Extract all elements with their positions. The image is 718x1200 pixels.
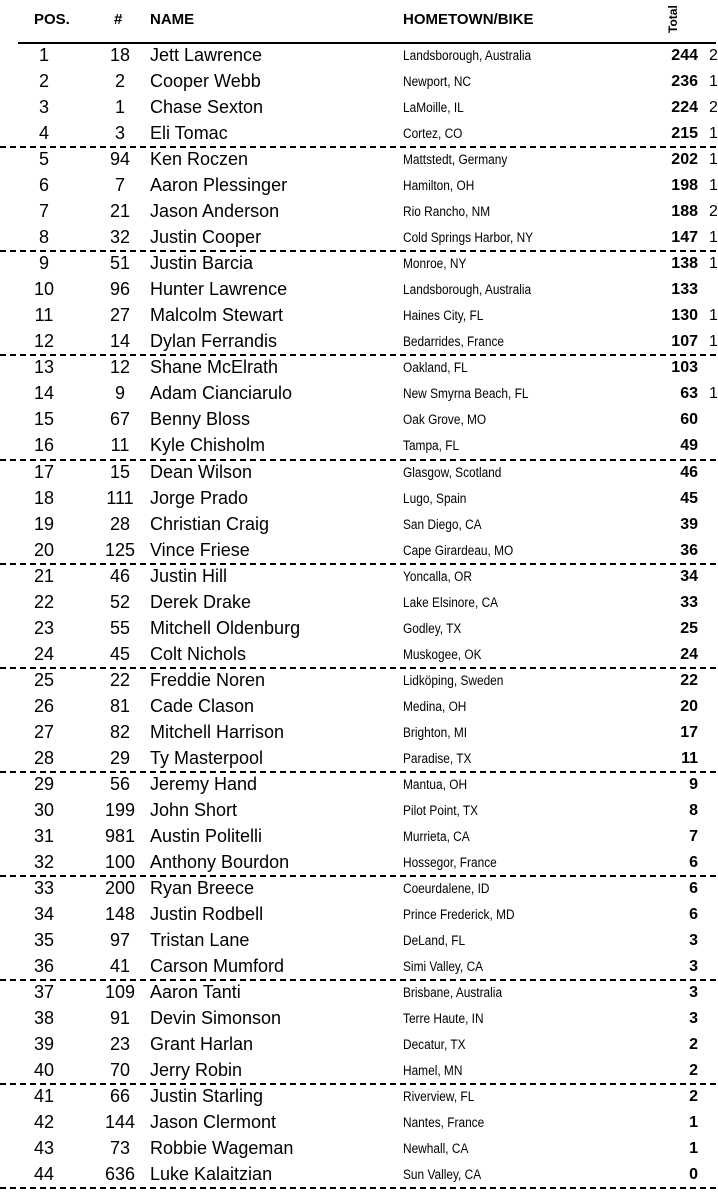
- position-cell: 38: [33, 1008, 55, 1029]
- number-cell: 51: [109, 253, 131, 274]
- total-cell: 3: [689, 958, 698, 976]
- number-cell: 23: [109, 1034, 131, 1055]
- position-cell: 21: [33, 565, 55, 586]
- total-cell: 24: [680, 645, 698, 663]
- table-row: [0, 721, 716, 747]
- number-cell: 91: [109, 1008, 131, 1029]
- name-cell: Ty Masterpool: [150, 747, 264, 768]
- number-cell: 1: [114, 97, 125, 118]
- name-cell: Justin Barcia: [150, 253, 254, 274]
- table-row: [0, 617, 716, 643]
- table-row: [0, 695, 716, 721]
- position-cell: 30: [33, 799, 55, 820]
- number-cell: 7: [114, 175, 125, 196]
- position-cell: 3: [38, 97, 49, 118]
- hometown-cell: Coeurdalene, ID: [403, 881, 490, 896]
- name-cell: Shane McElrath: [150, 357, 279, 378]
- hometown-cell: Newport, NC: [403, 74, 472, 90]
- hometown-cell: Oak Grove, MO: [403, 412, 487, 428]
- name-cell: Malcolm Stewart: [150, 305, 284, 326]
- name-cell: Ryan Breece: [150, 878, 255, 898]
- number-cell: 200: [104, 878, 136, 898]
- total-cell: 33: [680, 593, 698, 611]
- name-cell: Justin Cooper: [150, 227, 262, 248]
- number-cell: 82: [109, 721, 131, 742]
- number-cell: 981: [104, 825, 136, 846]
- number-cell: 148: [104, 904, 136, 925]
- position-cell: 33: [33, 878, 55, 898]
- name-cell: Kyle Chisholm: [150, 435, 266, 456]
- standings-table: [0, 44, 716, 1189]
- total-cell: 45: [680, 489, 698, 507]
- name-cell: Cade Clason: [150, 695, 255, 716]
- hometown-cell: Yoncalla, OR: [403, 568, 472, 584]
- name-cell: Colt Nichols: [150, 643, 247, 664]
- next-column-cell: 2: [709, 99, 718, 117]
- name-cell: Grant Harlan: [150, 1034, 254, 1055]
- hometown-cell: Riverview, FL: [403, 1089, 475, 1105]
- hometown-cell: DeLand, FL: [403, 933, 466, 949]
- total-cell: 46: [680, 463, 698, 481]
- position-cell: 2: [38, 71, 49, 92]
- total-cell: 198: [671, 177, 698, 195]
- total-cell: 188: [671, 203, 698, 221]
- table-row: [0, 539, 716, 565]
- total-cell: 224: [671, 99, 698, 117]
- next-column-cell: 1: [709, 229, 718, 247]
- total-cell: 6: [689, 906, 698, 924]
- number-cell: 12: [109, 357, 131, 378]
- number-cell: 97: [109, 930, 131, 951]
- name-cell: Ken Roczen: [150, 149, 249, 170]
- table-row: [0, 1085, 716, 1111]
- name-cell: John Short: [150, 799, 238, 820]
- table-row: [0, 461, 716, 487]
- hometown-cell: Decatur, TX: [403, 1037, 466, 1053]
- table-row: [0, 96, 716, 122]
- total-cell: 20: [680, 697, 698, 715]
- number-cell: 28: [109, 513, 131, 534]
- hometown-cell: Godley, TX: [403, 620, 462, 636]
- position-cell: 12: [33, 331, 55, 352]
- number-cell: 81: [109, 695, 131, 716]
- total-cell: 8: [689, 801, 698, 819]
- total-cell: 138: [671, 255, 698, 273]
- position-cell: 19: [33, 513, 55, 534]
- hometown-cell: Nantes, France: [403, 1115, 485, 1131]
- name-cell: Jeremy Hand: [150, 773, 258, 794]
- position-cell: 40: [33, 1060, 55, 1081]
- total-cell: 1: [689, 1114, 698, 1132]
- total-cell: 6: [689, 853, 698, 871]
- position-cell: 23: [33, 617, 55, 638]
- position-cell: 27: [33, 721, 55, 742]
- name-cell: Jorge Prado: [150, 487, 249, 508]
- name-cell: Chase Sexton: [150, 97, 264, 118]
- number-cell: 96: [109, 279, 131, 300]
- name-cell: Carson Mumford: [150, 956, 285, 977]
- table-row: [0, 356, 716, 382]
- hometown-cell: Monroe, NY: [403, 256, 467, 272]
- total-cell: 39: [680, 515, 698, 533]
- hometown-cell: Pilot Point, TX: [403, 802, 479, 818]
- name-cell: Mitchell Oldenburg: [150, 617, 301, 638]
- number-cell: 27: [109, 305, 131, 326]
- number-cell: 67: [109, 409, 131, 430]
- total-cell: 11: [681, 749, 698, 767]
- number-cell: 94: [109, 149, 131, 170]
- table-row: [0, 304, 716, 330]
- total-cell: 147: [671, 229, 698, 247]
- position-cell: 5: [38, 149, 49, 170]
- position-cell: 25: [33, 669, 55, 690]
- position-cell: 43: [33, 1138, 55, 1159]
- position-cell: 26: [33, 695, 55, 716]
- hometown-cell: Prince Frederick, MD: [403, 907, 515, 923]
- name-cell: Christian Craig: [150, 513, 270, 534]
- next-column-cell: 1: [709, 125, 718, 143]
- total-cell: 202: [671, 151, 698, 169]
- number-cell: 636: [104, 1164, 136, 1185]
- hometown-cell: Rio Rancho, NM: [403, 204, 491, 220]
- number-cell: 22: [109, 669, 131, 690]
- position-cell: 8: [38, 227, 49, 248]
- position-cell: 6: [38, 175, 49, 196]
- number-cell: 56: [109, 773, 131, 794]
- position-cell: 11: [34, 305, 54, 326]
- table-row: [0, 591, 716, 617]
- position-cell: 7: [38, 201, 49, 222]
- total-cell: 7: [689, 827, 698, 845]
- hometown-cell: Brisbane, Australia: [403, 985, 503, 1001]
- hometown-cell: LaMoille, IL: [403, 100, 464, 116]
- hometown-cell: Murrieta, CA: [403, 828, 470, 844]
- total-cell: 215: [671, 125, 698, 143]
- total-cell: 22: [680, 671, 698, 689]
- total-cell: 25: [680, 619, 698, 637]
- total-cell: 49: [680, 437, 698, 455]
- name-cell: Vince Friese: [150, 539, 250, 560]
- total-cell: 2: [689, 1062, 698, 1080]
- total-cell: 130: [671, 307, 698, 325]
- next-column-cell: 1: [709, 151, 718, 169]
- hometown-cell: Oakland, FL: [403, 360, 468, 376]
- hometown-cell: Lake Elsinore, CA: [403, 594, 499, 610]
- number-cell: 52: [109, 591, 131, 612]
- position-cell: 36: [33, 956, 55, 977]
- position-cell: 24: [33, 643, 55, 664]
- name-cell: Derek Drake: [150, 591, 252, 612]
- hometown-cell: Sun Valley, CA: [403, 1167, 482, 1183]
- position-cell: 29: [33, 773, 55, 794]
- number-cell: 2: [114, 71, 125, 92]
- position-cell: 10: [33, 279, 55, 300]
- column-header-name: NAME: [150, 11, 195, 28]
- hometown-cell: Cold Springs Harbor, NY: [403, 230, 534, 246]
- table-row: [0, 330, 716, 356]
- total-cell: 2: [689, 1036, 698, 1054]
- position-cell: 13: [33, 357, 55, 378]
- table-row: [0, 278, 716, 304]
- hometown-cell: Landsborough, Australia: [403, 282, 532, 298]
- name-cell: Benny Bloss: [150, 409, 251, 430]
- next-column-cell: 1: [709, 307, 718, 325]
- name-cell: Aaron Tanti: [150, 982, 241, 1003]
- total-cell: 133: [671, 281, 698, 299]
- name-cell: Dylan Ferrandis: [150, 331, 278, 352]
- name-cell: Adam Cianciarulo: [150, 383, 293, 404]
- hometown-cell: Newhall, CA: [403, 1141, 469, 1157]
- number-cell: 109: [104, 982, 136, 1003]
- total-cell: 3: [689, 1010, 698, 1028]
- hometown-cell: Bedarrides, France: [403, 334, 505, 350]
- total-cell: 1: [689, 1140, 698, 1158]
- table-row: [0, 487, 716, 513]
- name-cell: Aaron Plessinger: [150, 175, 288, 196]
- name-cell: Anthony Bourdon: [150, 851, 290, 872]
- number-cell: 32: [109, 227, 131, 248]
- name-cell: Hunter Lawrence: [150, 279, 288, 300]
- table-row: [0, 929, 716, 955]
- position-cell: 20: [33, 539, 55, 560]
- table-row: [0, 1137, 716, 1163]
- position-cell: 44: [33, 1164, 55, 1185]
- hometown-cell: Simi Valley, CA: [403, 959, 484, 975]
- hometown-cell: Cape Girardeau, MO: [403, 542, 514, 558]
- table-row: [0, 1163, 716, 1189]
- table-row: [0, 1111, 716, 1137]
- total-cell: 36: [680, 541, 698, 559]
- total-cell: 244: [671, 47, 698, 64]
- number-cell: 29: [109, 747, 131, 768]
- hometown-cell: Medina, OH: [403, 698, 467, 714]
- total-cell: 2: [689, 1088, 698, 1106]
- hometown-cell: San Diego, CA: [403, 516, 482, 532]
- number-cell: 70: [109, 1060, 131, 1081]
- number-cell: 125: [104, 539, 136, 560]
- table-row: [0, 513, 716, 539]
- table-row: [0, 825, 716, 851]
- total-cell: 3: [689, 932, 698, 950]
- name-cell: Jett Lawrence: [150, 45, 263, 65]
- number-cell: 73: [109, 1138, 131, 1159]
- total-cell: 9: [689, 775, 698, 793]
- name-cell: Justin Starling: [150, 1086, 264, 1107]
- column-header-hometown: HOMETOWN/BIKE: [403, 11, 534, 28]
- table-row: [0, 565, 716, 591]
- total-cell: 17: [680, 723, 698, 741]
- name-cell: Justin Hill: [150, 565, 228, 586]
- name-cell: Cooper Webb: [150, 71, 261, 92]
- number-cell: 9: [114, 383, 125, 404]
- hometown-cell: Brighton, MI: [403, 724, 468, 740]
- hometown-cell: Lugo, Spain: [403, 490, 467, 506]
- name-cell: Mitchell Harrison: [150, 721, 285, 742]
- table-row: [0, 955, 716, 981]
- column-header-number: #: [114, 11, 123, 28]
- number-cell: 199: [104, 799, 136, 820]
- hometown-cell: Cortez, CO: [403, 126, 463, 142]
- hometown-cell: Lidköping, Sweden: [403, 672, 504, 688]
- name-cell: Luke Kalaitzian: [150, 1164, 273, 1185]
- table-row: [0, 70, 716, 96]
- total-cell: 3: [689, 984, 698, 1002]
- hometown-cell: Muskogee, OK: [403, 646, 482, 662]
- position-cell: 39: [33, 1034, 55, 1055]
- position-cell: 41: [33, 1086, 55, 1107]
- total-cell: 6: [689, 880, 698, 897]
- table-row: [0, 981, 716, 1007]
- table-row: [0, 148, 716, 174]
- hometown-cell: Mantua, OH: [403, 776, 468, 792]
- hometown-cell: Mattstedt, Germany: [403, 152, 508, 168]
- table-row: [0, 408, 716, 434]
- total-cell: 0: [689, 1166, 698, 1184]
- next-column-cell: 1: [709, 255, 718, 273]
- number-cell: 45: [109, 643, 131, 664]
- table-row: [0, 669, 716, 695]
- hometown-cell: Paradise, TX: [403, 750, 472, 766]
- column-header-position: POS.: [34, 11, 70, 28]
- table-row: [0, 851, 716, 877]
- total-cell: 236: [671, 73, 698, 91]
- table-row: [0, 252, 716, 278]
- table-row: [0, 1059, 716, 1085]
- position-cell: 16: [33, 435, 55, 456]
- number-cell: 41: [109, 956, 131, 977]
- name-cell: Dean Wilson: [150, 461, 253, 482]
- number-cell: 100: [104, 851, 136, 872]
- table-row: [0, 434, 716, 460]
- number-cell: 111: [106, 487, 134, 508]
- total-cell: 103: [671, 359, 698, 377]
- table-row: [0, 747, 716, 773]
- total-cell: 34: [680, 567, 698, 585]
- hometown-cell: Hossegor, France: [403, 854, 497, 870]
- name-cell: Robbie Wageman: [150, 1138, 294, 1159]
- table-row: [0, 1033, 716, 1059]
- position-cell: 35: [33, 930, 55, 951]
- table-row: [0, 200, 716, 226]
- number-cell: 46: [109, 565, 131, 586]
- total-cell: 63: [680, 385, 698, 403]
- name-cell: Jason Clermont: [150, 1112, 277, 1133]
- hometown-cell: Hamel, MN: [403, 1063, 463, 1079]
- position-cell: 37: [33, 982, 55, 1003]
- table-row: [0, 382, 716, 408]
- position-cell: 31: [33, 825, 55, 846]
- table-row: [0, 174, 716, 200]
- name-cell: Jason Anderson: [150, 201, 280, 222]
- name-cell: Devin Simonson: [150, 1008, 282, 1029]
- next-column-cell: 1: [709, 177, 718, 195]
- number-cell: 11: [110, 435, 130, 456]
- hometown-cell: Terre Haute, IN: [403, 1011, 484, 1027]
- table-row: [0, 877, 716, 903]
- total-cell: 107: [671, 333, 698, 351]
- table-row: [0, 643, 716, 669]
- next-column-cell: 1: [709, 385, 718, 403]
- hometown-cell: New Smyrna Beach, FL: [403, 386, 529, 402]
- column-header-total: Total: [666, 5, 680, 33]
- hometown-cell: Landsborough, Australia: [403, 48, 532, 63]
- table-row: [0, 122, 716, 148]
- next-column-cell: 1: [709, 73, 718, 91]
- number-cell: 15: [109, 461, 131, 482]
- position-cell: 22: [33, 591, 55, 612]
- table-row: [0, 1007, 716, 1033]
- position-cell: 42: [33, 1112, 55, 1133]
- name-cell: Eli Tomac: [150, 123, 228, 144]
- position-cell: 4: [38, 123, 49, 144]
- position-cell: 1: [38, 45, 49, 65]
- number-cell: 21: [109, 201, 131, 222]
- next-column-cell: 2: [709, 203, 718, 221]
- next-column-cell: 1: [709, 333, 718, 351]
- number-cell: 144: [104, 1112, 136, 1133]
- position-cell: 32: [33, 851, 55, 872]
- position-cell: 9: [38, 253, 49, 274]
- table-row: [0, 773, 716, 799]
- table-row: [0, 44, 716, 70]
- number-cell: 55: [109, 617, 131, 638]
- table-row: [0, 903, 716, 929]
- position-cell: 17: [33, 461, 55, 482]
- position-cell: 15: [33, 409, 55, 430]
- number-cell: 14: [109, 331, 131, 352]
- hometown-cell: Glasgow, Scotland: [403, 464, 502, 480]
- name-cell: Austin Politelli: [150, 825, 263, 846]
- number-cell: 18: [109, 45, 131, 65]
- hometown-cell: Hamilton, OH: [403, 178, 475, 194]
- total-cell: 60: [680, 411, 698, 429]
- table-row: [0, 226, 716, 252]
- hometown-cell: Tampa, FL: [403, 438, 460, 454]
- number-cell: 66: [109, 1086, 131, 1107]
- position-cell: 34: [33, 904, 55, 925]
- table-row: [0, 799, 716, 825]
- name-cell: Justin Rodbell: [150, 904, 264, 925]
- name-cell: Freddie Noren: [150, 669, 266, 690]
- position-cell: 14: [33, 383, 55, 404]
- position-cell: 28: [33, 747, 55, 768]
- hometown-cell: Haines City, FL: [403, 308, 484, 324]
- next-column-cell: 2: [709, 47, 718, 64]
- name-cell: Jerry Robin: [150, 1060, 243, 1081]
- name-cell: Tristan Lane: [150, 930, 250, 951]
- number-cell: 3: [114, 123, 125, 144]
- position-cell: 18: [33, 487, 55, 508]
